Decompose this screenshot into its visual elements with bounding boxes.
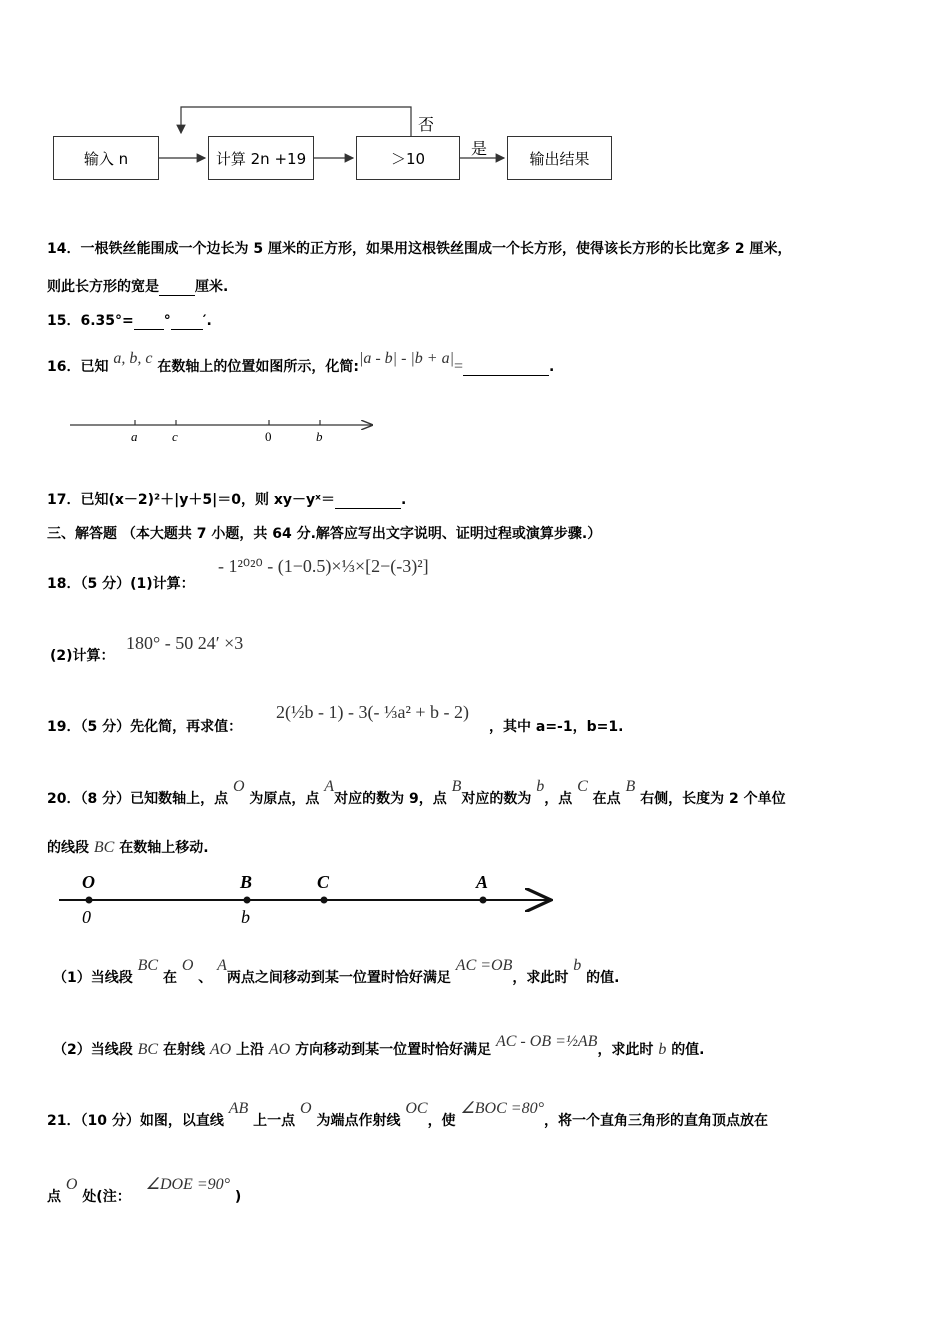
q20-point-B: B [451,778,462,795]
q20-p1-c: 、 [198,970,213,986]
q21-l1-d: ，使 [427,1113,456,1129]
q20-l1-b: 为原点，点 [249,791,320,807]
q20-p2-e: ，求此时 [597,1042,654,1058]
q16-expression: |a - b| - |b + a| [358,350,454,367]
q16-end: . [549,359,555,375]
q21-l1-a: 21．（10 分）如图，以直线 [47,1113,224,1129]
q16-answer-blank[interactable] [463,361,549,376]
q20-p1-O: O [181,957,194,974]
q20-l1-f: 在点 [592,791,621,807]
q15-blank-degree[interactable] [134,315,164,330]
flow-no-label: 否 [418,115,435,134]
q20-axis-B: B [240,872,253,892]
q20-part2 [53,1033,705,1059]
flow-yes-label: 是 [471,139,488,158]
q14-line2 [47,276,228,296]
q20-axis-C: C [317,872,330,892]
section-3-header: 三、解答题 （本大题共 7 小题，共 64 分.解答应写出文字说明、证明过程或演算步骤.） [47,526,602,542]
q21-line1 [47,1100,768,1130]
q14-line2-pre: 则此长方形的宽是 [47,279,159,295]
q21-l2-b: 处(注： [82,1189,131,1205]
q20-p2-AO-2: AO [268,1041,291,1058]
q20-p1-f: 的值. [586,970,620,986]
q18-expr1-text: - 1²⁰²⁰ - (1−0.5)×⅓×[2−(-3)²] [218,556,429,576]
q16-pre: 16．已知 [47,359,109,375]
q18-expression-2: 180° - 50 24′ ×3 [126,633,244,653]
q20-axis-A: A [476,872,489,892]
q20-segment-BC: BC [93,839,115,856]
q20-p2-b: 在射线 [162,1042,205,1058]
q20-l1-c: 对应的数为 9，点 [334,791,447,807]
q21-angle-BOC: ∠BOC =80° [460,1100,544,1117]
q19-pre: 19．（5 分）先化简，再求值： [47,719,243,735]
q20-part1 [53,957,620,987]
q14-line2-post: 厘米. [195,279,229,295]
q16-equals: = [454,358,464,375]
q20-point-B-2: B [625,778,636,795]
q21-l1-b: 上一点 [253,1113,296,1129]
q20-point-C: C [577,778,588,795]
q16-number-line [60,412,390,452]
q20-p1-d: 两点之间移动到某一位置时恰好满足 [226,970,451,986]
q16-axis-label-c: c [172,429,178,444]
q18-part1: 18．（5 分）(1)计算： [47,576,195,592]
q17-answer-blank[interactable] [335,494,401,509]
q20-p1-var-b: b [573,957,582,974]
q18-expression-1 [218,556,429,577]
q21-point-O: O [300,1100,312,1117]
q15-blank-minute[interactable] [171,315,203,330]
q17-text: 17．已知(x－2)²＋|y＋5|＝0，则 xy－yˣ＝ [47,492,335,508]
q20-p2-BC: BC [137,1041,159,1058]
q20-line2 [47,837,209,857]
q20-p1-b: 在 [162,970,177,986]
q20-p1-e: ，求此时 [512,970,569,986]
q20-p2-d: 方向移动到某一位置时恰好满足 [295,1042,492,1058]
q20-p2-var-b: b [658,1041,667,1058]
q18-part2: (2)计算： [50,648,115,664]
q21-l2-c: ) [234,1189,242,1205]
q20-p1-A: A [217,957,227,974]
flow-input-label: 输入 n [83,149,129,168]
q20-p1-BC: BC [137,957,159,974]
q20-p2-a: （2）当线段 [53,1042,133,1058]
q20-line1 [47,778,786,808]
q16-axis-label-b: b [316,429,323,444]
q20-p2-f: 的值. [671,1042,705,1058]
flow-compare-label: ＞10 [390,149,426,168]
q20-l1-d: 对应的数为 [461,791,532,807]
q20-number-line [55,868,565,932]
q20-l2-b: 在数轴上移动. [119,840,209,856]
q15-minute: ′. [202,313,212,329]
q21-l1-c: 为端点作射线 [316,1113,401,1129]
q20-axis-zero: 0 [82,907,91,927]
q21-point-O-2: O [65,1176,78,1193]
q19-post: ，其中 a=-1，b=1. [489,719,624,735]
q21-ray-OC: OC [405,1100,428,1117]
q20-axis-b: b [241,907,250,927]
q21-angle-DOE: ∠DOE =90° [145,1176,231,1193]
q20-l1-a: 20．（8 分）已知数轴上，点 [47,791,229,807]
q17-end: . [400,492,407,508]
q20-p2-expression: AC - OB =½AB [495,1033,598,1050]
q16 [47,350,555,376]
q20-l1-g: 右侧，长度为 2 个单位 [640,791,786,807]
q21-l1-e: ，将一个直角三角形的直角顶点放在 [543,1113,768,1129]
q20-p1-a: （1）当线段 [53,970,133,986]
q20-l1-e: ，点 [544,791,573,807]
q20-point-O: O [232,778,245,795]
q15-degree: ° [163,313,171,329]
q14-line1: 14．一根铁丝能围成一个边长为 5 厘米的正方形，如果用这根铁丝围成一个长方形，使得该长方形的长比宽多 2 厘米， [47,241,792,257]
flow-output-label: 输出结果 [529,149,590,168]
q17 [47,489,406,509]
q15-pre: 15．6.35°= [47,313,134,329]
q21-l2-a: 点 [47,1189,61,1205]
q15 [47,310,212,330]
q20-l2-a: 的线段 [47,840,89,856]
q16-mid: 在数轴上的位置如图所示，化简: [157,359,359,375]
q16-axis-label-a: a [131,429,138,444]
q16-axis-label-0: 0 [265,429,272,444]
q20-p2-c: 上沿 [236,1042,265,1058]
q20-point-A: A [324,778,335,795]
q19-expression: 2(½b - 1) - 3(- ⅓a² + b - 2) [276,702,469,722]
q16-vars: a, b, c [113,350,153,367]
q14-answer-blank[interactable] [159,281,195,296]
q21-line-AB: AB [228,1100,249,1117]
q20-var-b: b [536,778,545,795]
q21-line2 [47,1176,242,1206]
q20-p1-expression: AC =OB [455,957,513,974]
q20-p2-AO: AO [209,1041,232,1058]
flow-compute-label: 计算 2n +19 [215,149,307,168]
q20-axis-O: O [82,872,95,892]
